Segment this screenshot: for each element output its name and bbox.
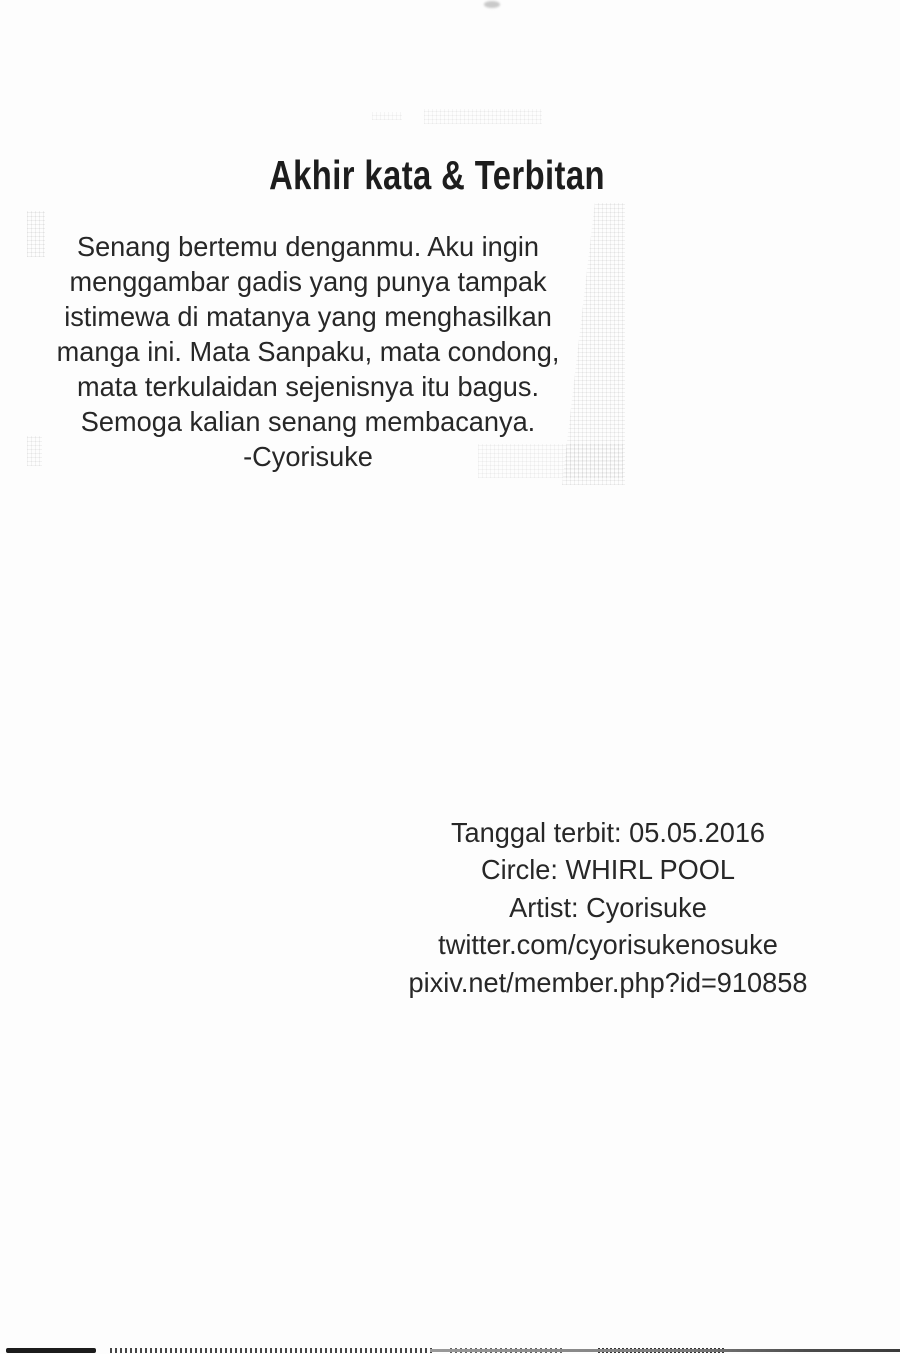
scan-artifact-halftone	[27, 436, 42, 466]
afterword-paragraph	[57, 229, 560, 474]
page-bottom-scan-edge	[0, 1344, 900, 1354]
afterword-line: manga ini. Mata Sanpaku, mata condong,	[56, 336, 560, 367]
afterword-line: istimewa di matanya yang menghasilkan	[64, 301, 552, 332]
twitter-url-text: twitter.com/cyorisukenosuke	[438, 929, 778, 961]
scan-edge-segment	[6, 1348, 96, 1353]
publication-info	[409, 814, 808, 1001]
scan-artifact-dashes	[424, 109, 542, 124]
scan-edge-segment	[430, 1349, 900, 1352]
scan-artifact-halftone	[562, 203, 625, 485]
circle-line: Circle: WHIRL POOL	[480, 854, 736, 886]
scan-edge-segment	[110, 1348, 435, 1353]
pixiv-url-text: pixiv.net/member.php?id=910858	[408, 966, 808, 998]
afterword-line: Senang bertemu denganmu. Aku ingin	[76, 231, 540, 262]
release-date-line: Tanggal terbit: 05.05.2016	[450, 817, 766, 848]
scan-artifact-halftone	[27, 211, 45, 257]
afterword-line: mata terkulaidan sejenisnya itu bagus.	[76, 371, 540, 402]
afterword-line: menggambar gadis yang punya tampak	[69, 266, 547, 297]
author-signature: -Cyorisuke	[243, 441, 373, 472]
page-title: Akhir kata & Terbitan	[269, 152, 605, 199]
artist-line: Artist: Cyorisuke	[509, 891, 707, 923]
scan-artifact-dashes	[372, 112, 402, 120]
afterword-line: Semoga kalian senang membacanya.	[80, 406, 536, 437]
scan-artifact-top-smudge	[484, 1, 500, 8]
